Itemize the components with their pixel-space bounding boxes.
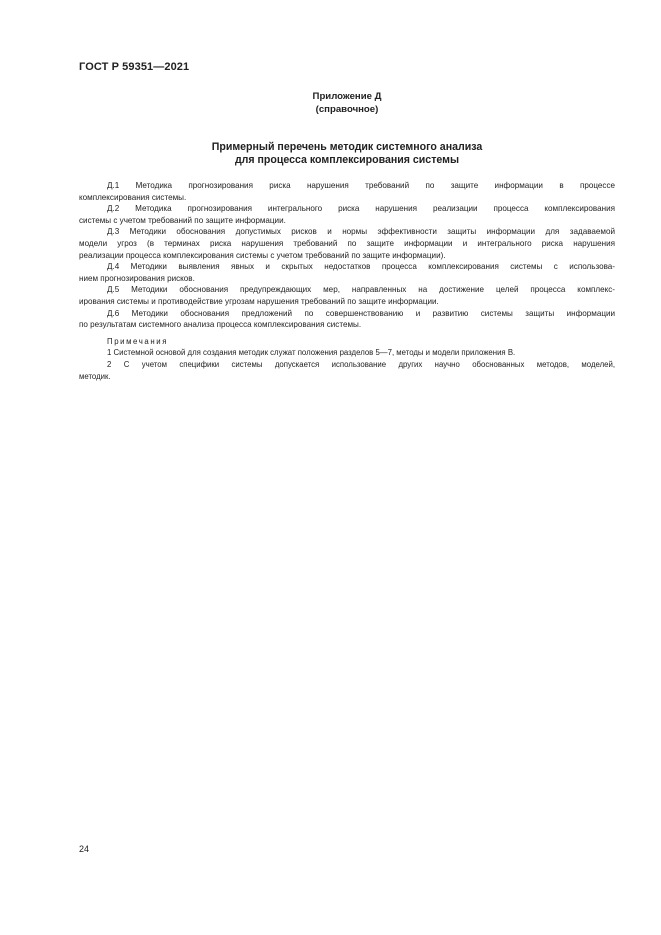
paragraph-d5 — [79, 284, 615, 307]
document-body — [79, 180, 615, 382]
annex-title — [79, 141, 615, 167]
paragraph-line: нием прогнозирования рисков. — [79, 273, 195, 283]
paragraph-line: Д.1 Методика прогнозирования риска нарушения требований по защите информации в процессе — [107, 181, 615, 190]
paragraph-line: системы с учетом требований по защите информации. — [79, 215, 286, 225]
paragraph-line: модели угроз (в терминах риска нарушения требований по защите информации и интегрального риска нарушения — [79, 238, 615, 248]
annex-title-line-2: для процесса комплексирования системы — [234, 154, 460, 166]
standard-code: ГОСТ Р 59351—2021 — [79, 61, 190, 73]
notes-title: Примечания — [107, 336, 169, 346]
paragraph-d2 — [79, 203, 615, 226]
note-2-line-1: 2 С учетом специфики системы допускается использование других научно обоснованных методов, моделей, — [107, 359, 615, 369]
annex-type: (справочное) — [315, 103, 379, 115]
paragraph-line: Д.4 Методики выявления явных и скрытых недостатков процесса комплексирования системы с использова- — [107, 262, 615, 272]
note-2-line-2: методик. — [79, 371, 111, 381]
page-number: 24 — [79, 844, 90, 854]
paragraph-line: по результатам системного анализа процесса комплексирования системы. — [79, 320, 362, 330]
paragraph-line: Д.6 Методики обоснования предложений по совершенствованию и развитию системы защиты информации — [107, 308, 615, 318]
paragraph-line: Д.5 Методики обоснования предупреждающих мер, направленных на достижение целей процесса комплекс- — [107, 285, 615, 295]
paragraph-d1 — [79, 180, 615, 203]
annex-title-line-1: Примерный перечень методик системного анализа — [211, 141, 483, 153]
notes-section — [79, 336, 615, 382]
paragraph-line: Д.3 Методики обоснования допустимых рисков и нормы эффективности защиты информации для задаваемой — [107, 227, 615, 237]
paragraph-d3 — [79, 226, 615, 261]
paragraph-d4 — [79, 261, 615, 284]
annex-heading — [79, 91, 615, 116]
paragraph-line: Д.2 Методика прогнозирования интегрального риска нарушения реализации процесса комплексирования — [107, 204, 615, 214]
paragraph-line: комплексирования системы. — [79, 192, 187, 202]
paragraph-line: реализации процесса комплексирования системы с учетом требований по защите информации). — [79, 250, 446, 260]
paragraph-d6 — [79, 308, 615, 331]
note-1: 1 Системной основой для создания методик служат положения разделов 5—7, методы и модели приложения В. — [107, 348, 516, 358]
paragraph-line: ирования системы и противодействие угрозам нарушения требований по защите информации. — [79, 296, 439, 306]
annex-label: Приложение Д — [312, 91, 382, 102]
